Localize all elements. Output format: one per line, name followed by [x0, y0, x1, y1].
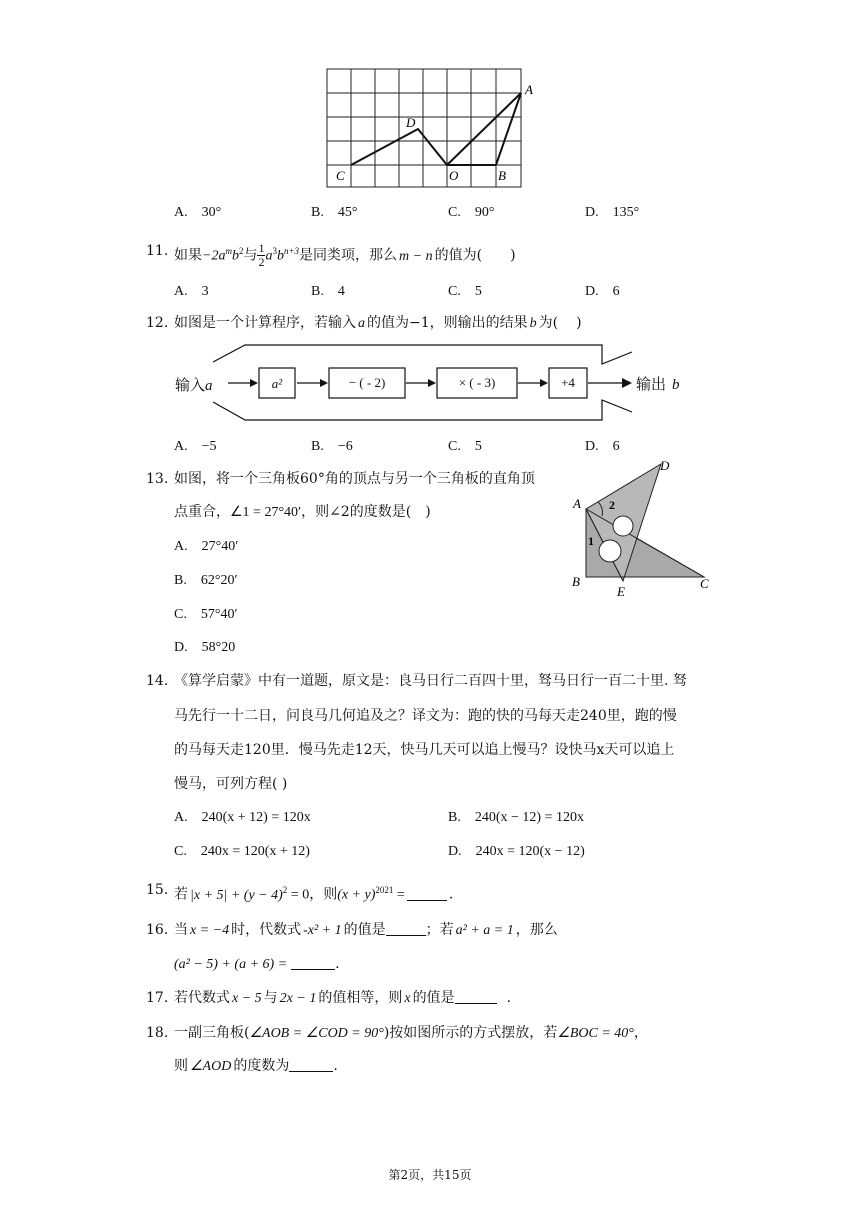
- q17-stem: 若代数式 x − 5 与 2x − 1 的值相等，则 x 的值是 .: [174, 990, 512, 1006]
- q14-line4: 慢马，可列方程( ): [174, 776, 288, 792]
- grid-figure: [320, 64, 542, 192]
- q10-option-c: C. 90°: [448, 205, 495, 220]
- grid-label-c: C: [336, 168, 345, 183]
- q17-number: 17.: [146, 990, 169, 1006]
- flow-box-4: +4: [561, 375, 575, 390]
- q11-option-d: D. 6: [585, 284, 620, 299]
- grid-label-d: D: [406, 115, 416, 130]
- tri-label-a: A: [573, 496, 581, 511]
- q16-answer-blank-2[interactable]: [291, 955, 335, 970]
- q13-option-d: D. 58°20: [174, 640, 236, 655]
- q14-number: 14.: [146, 673, 169, 689]
- q13-option-b: B. 62°20′: [174, 573, 238, 588]
- q12-option-a: A. −5: [174, 439, 217, 454]
- q16-answer-blank-1[interactable]: [386, 921, 426, 936]
- q14-line1: 《算学启蒙》中有一道题，原文是：良马日行二百四十里，驽马日行一百二十里. 驽: [174, 673, 687, 689]
- grid-label-a: A: [525, 82, 533, 97]
- q18-line2: 则 ∠AOD 的度数为 .: [174, 1058, 338, 1074]
- q16-line2: (a² − 5) + (a + 6) = .: [174, 956, 340, 972]
- q15-answer-blank[interactable]: [407, 886, 447, 901]
- flow-diagram: [170, 340, 690, 430]
- flow-box-2: − ( - 2): [348, 375, 386, 390]
- q14-option-a: A. 240(x + 12) = 120x: [174, 810, 311, 825]
- q10-option-b: B. 45°: [311, 205, 358, 220]
- q18-line1: 一副三角板(∠AOB = ∠COD = 90°)按如图所示的方式摆放，若∠BOC = 40°，: [174, 1025, 648, 1041]
- q14-option-b: B. 240(x − 12) = 120x: [448, 810, 584, 825]
- grid-label-b: B: [498, 168, 506, 183]
- q12-option-b: B. −6: [311, 439, 353, 454]
- flow-box-1: a²: [271, 376, 283, 391]
- q10-option-a: A. 30°: [174, 205, 222, 220]
- q12-stem: 如图是一个计算程序，若输入 a 的值为−1，则输出的结果 b 为( ): [174, 315, 582, 331]
- q14-option-c: C. 240x = 120(x + 12): [174, 844, 310, 859]
- tri-label-1: 1: [588, 534, 594, 548]
- q18-number: 18.: [146, 1025, 169, 1041]
- q11-option-c: C. 5: [448, 284, 482, 299]
- q18-answer-blank[interactable]: [289, 1057, 333, 1072]
- page-footer: 第2页，共15页: [388, 1168, 472, 1182]
- q10-option-d: D. 135°: [585, 205, 640, 220]
- q13-number: 13.: [146, 471, 169, 487]
- triangle-figure: [566, 456, 726, 602]
- q13-line1: 如图，将一个三角板60°角的顶点与另一个三角板的直角顶: [174, 471, 535, 487]
- q15-stem: 若 $|x + 5| + (y - 4)^2 = 0$，则$(x + y)^{2021}$ = .: [174, 885, 454, 903]
- tri-label-b: B: [572, 574, 580, 589]
- q14-line3: 的马每天走120里．慢马先走12天，快马几天可以追上慢马？设快马x天可以追上: [174, 742, 675, 758]
- q11-number: 11.: [146, 243, 169, 259]
- q12-number: 12.: [146, 315, 169, 331]
- tri-label-d: D: [660, 458, 670, 473]
- q11-option-b: B. 4: [311, 284, 345, 299]
- q16-line1: 当 x = −4 时，代数式 -x² + 1 的值是 ；若 a² + a = 1 ，那么: [174, 922, 558, 938]
- q14-line2: 马先行一十二日，问良马几何追及之？译文为：跑的快的马每天走240里，跑的慢: [174, 708, 677, 724]
- q11-stem: 如果$-2a^mb^2$与 $\frac{1}{2}$ $a^3b^{n+3}$是同类项，那么 m − n 的值为( ): [174, 241, 516, 270]
- q17-answer-blank[interactable]: [455, 989, 497, 1004]
- q11-option-a: A. 3: [174, 284, 209, 299]
- q12-option-c: C. 5: [448, 439, 482, 454]
- q13-option-c: C. 57°40′: [174, 607, 238, 622]
- q15-number: 15.: [146, 882, 169, 898]
- flow-input-label: 输入a: [175, 376, 213, 394]
- tri-label-2: 2: [609, 498, 615, 512]
- flow-box-3: × ( - 3): [458, 375, 496, 390]
- q12-option-d: D. 6: [585, 439, 620, 454]
- flow-output-label: 输出 b: [636, 375, 680, 393]
- tri-label-c: C: [700, 576, 709, 591]
- q16-number: 16.: [146, 922, 169, 938]
- grid-label-o: O: [449, 168, 459, 183]
- q13-line2: 点重合，∠1 = 27°40′，则∠2的度数是( ): [174, 504, 431, 520]
- tri-label-e: E: [617, 584, 625, 599]
- q14-option-d: D. 240x = 120(x − 12): [448, 844, 585, 859]
- q13-option-a: A. 27°40′: [174, 539, 239, 554]
